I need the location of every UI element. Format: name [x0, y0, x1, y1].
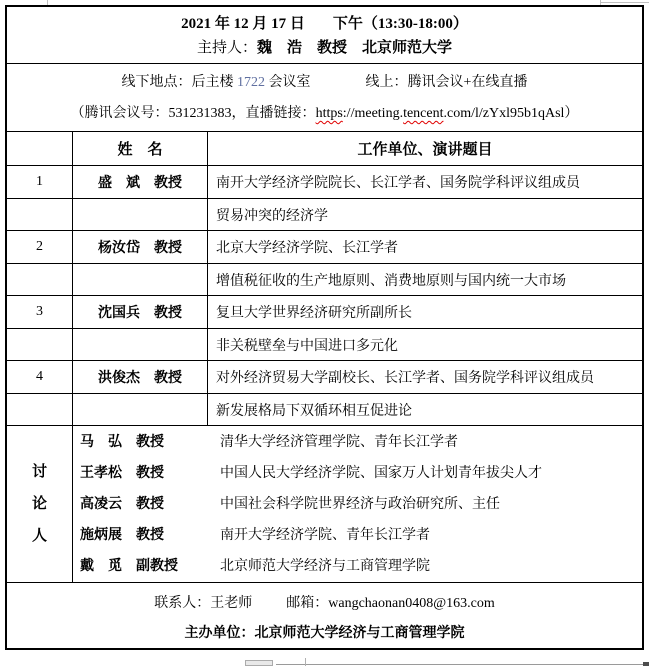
stream-link[interactable] — [316, 102, 565, 126]
location-line — [7, 71, 642, 95]
speaker-name: 沈国兵 教授 — [73, 296, 208, 328]
contact-row — [7, 583, 642, 648]
speaker-topic: 非关税壁垒与中国进口多元化 — [216, 338, 398, 354]
page-edge-artifact — [305, 658, 306, 666]
host-organization: 主办单位：北京师范大学经济与工商管理学院 — [184, 626, 465, 641]
header-cell-work: 工作单位、演讲题目 — [357, 142, 493, 158]
empty-cell — [7, 264, 73, 295]
contact-email — [286, 591, 494, 617]
offline-location — [122, 71, 311, 95]
speaker-name: 洪俊杰 教授 — [73, 361, 208, 393]
empty-cell — [73, 329, 208, 360]
table-row — [7, 296, 642, 329]
speaker-affiliation: 复旦大学世界经济研究所副所长 — [216, 306, 412, 321]
room-number: 1722 — [237, 75, 266, 90]
speaker-affiliation: 对外经济贸易大学副校长、长江学者、国务院学科评议组成员 — [216, 371, 594, 386]
empty-cell — [73, 199, 208, 230]
page-edge-artifact — [276, 664, 649, 665]
meeting-info-line — [7, 102, 642, 126]
table-row — [7, 264, 642, 296]
contact-line — [7, 591, 642, 617]
moderator-name: 魏 浩 教授 北京师范大学 — [257, 40, 453, 56]
session-datetime-line — [7, 12, 642, 36]
discussants-vertical-label — [7, 426, 73, 582]
header-cell-index — [7, 132, 73, 165]
page-edge-artifact — [600, 2, 649, 3]
discussant-line — [80, 520, 642, 551]
location-row — [7, 64, 642, 132]
discussant-name: 王孝松 教授 — [80, 465, 164, 481]
discussant-affiliation: 中国人民大学经济学院、国家万人计划青年拔尖人才 — [220, 465, 542, 481]
discussant-name: 马 弘 教授 — [80, 434, 164, 450]
discussant-name: 戴 觅 副教授 — [80, 558, 178, 574]
discussant-affiliation: 清华大学经济管理学院、青年长江学者 — [220, 434, 458, 450]
online-location: 线上：腾讯会议+在线直播 — [365, 75, 528, 90]
contact-label: 联系人： — [154, 596, 211, 611]
speaker-number: 2 — [7, 231, 73, 263]
discussant-line — [80, 427, 642, 458]
speaker-number: 4 — [7, 361, 73, 393]
table-row — [7, 361, 642, 394]
speaker-topic: 新发展格局下双循环相互促进论 — [216, 403, 412, 419]
stream-link-scheme: https — [315, 106, 343, 121]
email-address: wangchaonan0408@163.com — [328, 596, 495, 611]
meeting-id-label: （腾讯会议号：531231383，直播链接： — [70, 106, 316, 121]
discussant-line — [80, 458, 642, 489]
header-cell-name: 姓 名 — [73, 132, 208, 165]
speaker-name: 盛 斌 教授 — [73, 166, 208, 198]
empty-cell — [7, 329, 73, 360]
label-char: 讨 — [31, 464, 47, 480]
speaker-affiliation: 南开大学经济学院院长、长江学者、国务院学科评议组成员 — [216, 176, 580, 191]
discussant-affiliation: 北京师范大学经济与工商管理学院 — [220, 558, 430, 574]
discussant-affiliation: 中国社会科学院世界经济与政治研究所、主任 — [220, 496, 500, 512]
stream-link-mid: ://meeting. — [342, 106, 404, 121]
session-date: 2021 年 12 月 17 日 — [181, 16, 305, 32]
offline-location-suffix: 会议室 — [265, 75, 311, 90]
moderator-line — [7, 36, 642, 60]
schedule-table — [5, 5, 644, 650]
empty-cell — [73, 264, 208, 295]
empty-cell — [7, 394, 73, 425]
speaker-number: 3 — [7, 296, 73, 328]
speaker-name: 杨汝岱 教授 — [73, 231, 208, 263]
discussant-name: 高凌云 教授 — [80, 496, 164, 512]
moderator-label: 主持人： — [196, 40, 257, 56]
session-time: 下午（13:30-18:00） — [332, 16, 468, 32]
table-row — [7, 166, 642, 199]
offline-location-label: 线下地点：后主楼 — [121, 75, 238, 90]
speaker-affiliation: 北京大学经济学院、长江学者 — [216, 241, 398, 256]
discussants-row — [7, 426, 642, 583]
discussants-list — [73, 426, 642, 582]
contact-person — [154, 591, 252, 617]
label-char: 人 — [31, 528, 47, 544]
speaker-number: 1 — [7, 166, 73, 198]
discussant-line — [80, 489, 642, 520]
empty-cell — [7, 199, 73, 230]
page-edge-artifact — [47, 0, 48, 5]
speaker-topic: 贸易冲突的经济学 — [216, 208, 328, 224]
table-row — [7, 329, 642, 361]
empty-cell — [73, 394, 208, 425]
table-row — [7, 394, 642, 426]
meeting-info-close-paren: ） — [564, 106, 579, 121]
discussant-name: 施炳展 教授 — [80, 527, 164, 543]
page-edge-artifact — [245, 660, 273, 666]
table-header-row — [7, 132, 642, 166]
stream-link-host: tencent — [403, 106, 444, 121]
session-header-row — [7, 7, 642, 64]
discussant-line — [80, 551, 642, 582]
table-row — [7, 199, 642, 231]
discussant-affiliation: 南开大学经济学院、青年长江学者 — [220, 527, 430, 543]
speaker-topic: 增值税征收的生产地原则、消费地原则与国内统一大市场 — [216, 273, 566, 289]
table-row — [7, 231, 642, 264]
stream-link-path: .com/l/zYxl95b1qAsl — [443, 106, 565, 121]
contact-name: 王老师 — [210, 596, 253, 611]
page-edge-artifact — [643, 662, 649, 666]
email-label: 邮箱： — [286, 596, 329, 611]
label-char: 论 — [31, 496, 47, 512]
